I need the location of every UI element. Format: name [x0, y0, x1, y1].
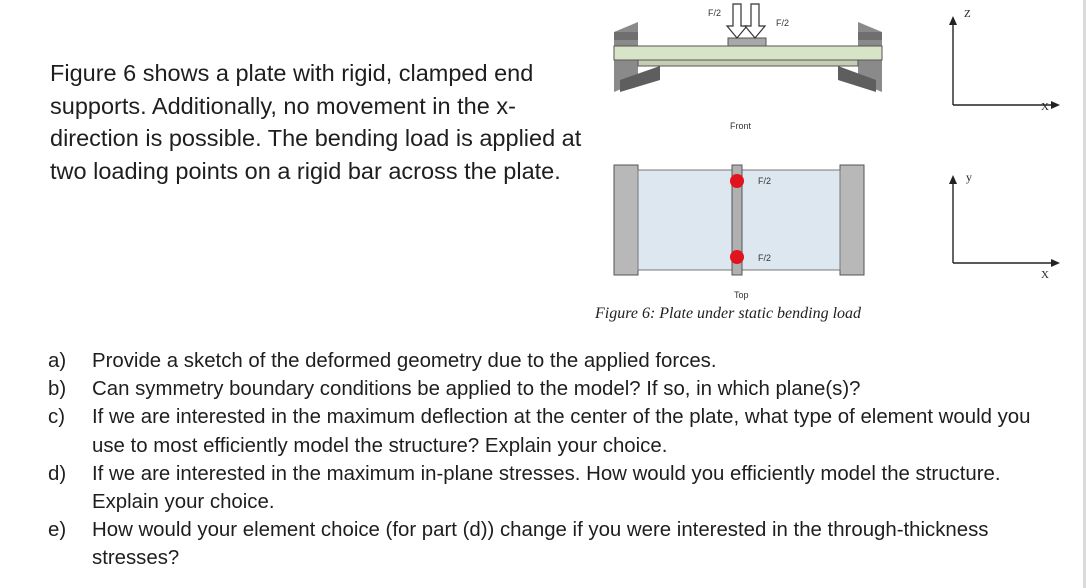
load-arrow-left-icon	[727, 4, 747, 38]
figure-caption: Figure 6: Plate under static bending load	[595, 305, 862, 322]
right-clamp-top	[858, 32, 882, 40]
question-item	[48, 516, 1048, 572]
question-marker: e)	[48, 519, 67, 542]
front-load-label-left: F/2	[708, 8, 722, 18]
load-arrow-right-icon	[745, 4, 765, 38]
top-y-arrow-icon	[949, 175, 957, 184]
top-y-label: y	[966, 170, 972, 184]
top-axes	[949, 170, 1060, 281]
front-x-arrow-icon	[1051, 101, 1060, 109]
top-x-label: X	[1041, 269, 1049, 281]
load-point-upper	[730, 174, 744, 188]
front-load-label-right: F/2	[776, 18, 790, 28]
front-plate-underside	[638, 60, 858, 66]
question-marker: c)	[48, 406, 65, 429]
front-z-label: Z	[964, 8, 971, 20]
top-load-label-upper: F/2	[758, 176, 772, 186]
question-text: Provide a sketch of the deformed geometry due to the applied forces.	[92, 350, 717, 372]
question-text: How would your element choice (for part (d)) change if you were interested in the through-thickness stresses?	[92, 519, 989, 570]
top-load-label-lower: F/2	[758, 253, 772, 263]
front-axes	[949, 8, 1060, 113]
question-text: If we are interested in the maximum deflection at the center of the plate, what type of element would you use to most efficiently model the structure? Explain your choice.	[92, 406, 1031, 457]
front-z-arrow-icon	[949, 16, 957, 25]
question-marker: b)	[48, 378, 67, 401]
top-view-label: Top	[734, 290, 749, 300]
question-list	[48, 347, 1048, 573]
top-x-arrow-icon	[1051, 259, 1060, 267]
front-x-label: X	[1041, 101, 1049, 113]
intro-paragraph: Figure 6 shows a plate with rigid, clamped end supports. Additionally, no movement in the x-direction is possible. The bending load is applied at two loading points on a rigid bar across the plate.	[50, 60, 582, 184]
question-text: Can symmetry boundary conditions be applied to the model? If so, in which plane(s)?	[92, 378, 861, 401]
left-clamp-top	[614, 32, 638, 40]
top-left-support	[614, 165, 638, 275]
question-text: If we are interested in the maximum in-plane stresses. How would you efficiently model the structure. Explain your choice.	[92, 462, 1001, 514]
rigid-bar	[728, 38, 766, 46]
question-item	[48, 403, 1048, 459]
question-marker: a)	[48, 350, 67, 372]
front-plate	[614, 46, 882, 60]
top-view	[614, 165, 864, 300]
question-marker: d)	[48, 462, 67, 485]
front-view-label: Front	[730, 121, 752, 131]
question-item	[48, 375, 1048, 403]
top-right-support	[840, 165, 864, 275]
load-point-lower	[730, 250, 744, 264]
question-item	[48, 460, 1048, 516]
question-item	[48, 347, 1048, 375]
front-view	[614, 4, 882, 131]
